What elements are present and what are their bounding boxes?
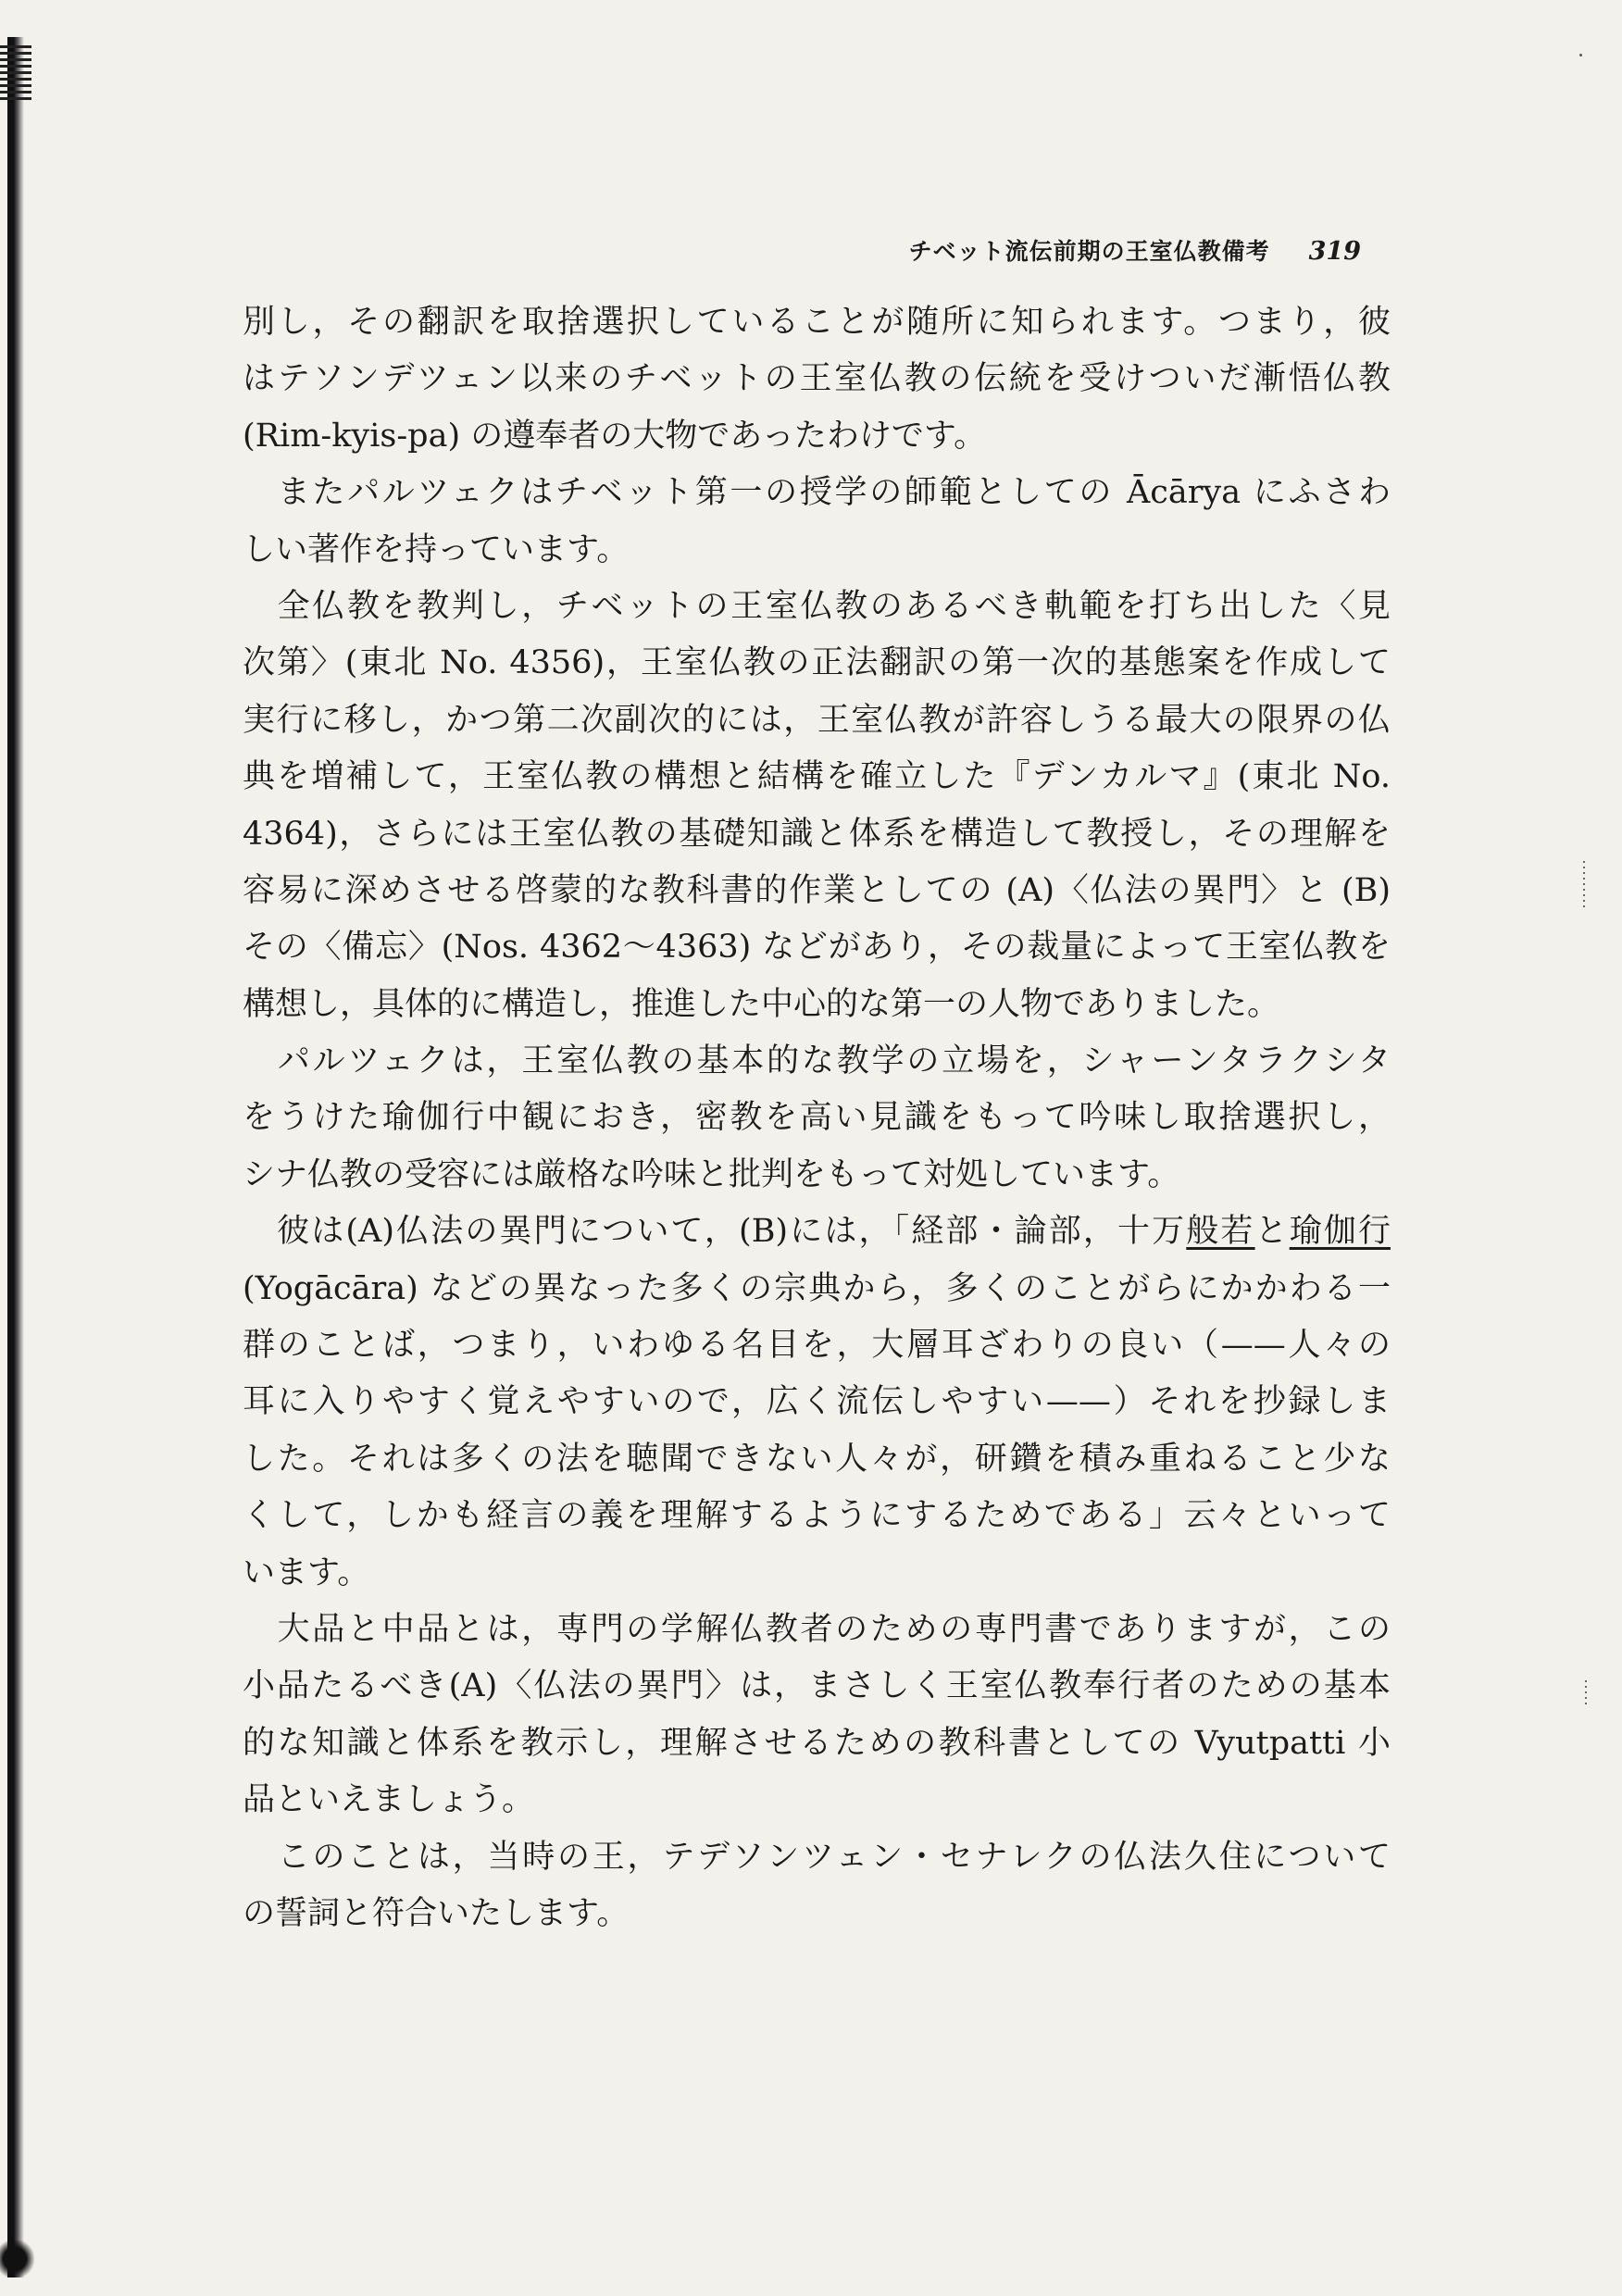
scan-dots xyxy=(1583,861,1585,907)
text-line xyxy=(243,1261,1391,1317)
line-text: くして，しかも経言の義を理解するようにするためである」云々といって xyxy=(243,1497,1391,1535)
line-text: と xyxy=(1254,1213,1290,1251)
line-text: パルツェクは，王室仏教の基本的な教学の立場を，シャーンタラクシタ xyxy=(243,1042,1391,1080)
binding-mark xyxy=(0,44,31,100)
underlined-term: 般若 xyxy=(1186,1213,1255,1251)
line-text: このことは，当時の王，テデソンツェン・セナレクの仏法久住について xyxy=(243,1838,1391,1876)
line-text: います。 xyxy=(243,1554,370,1591)
line-text: 耳に入りやすく覚えやすいので，広く流伝しやすい——）それを抄録しま xyxy=(243,1383,1391,1421)
line-text: しい著作を持っています。 xyxy=(243,530,630,568)
text-line xyxy=(243,1147,1391,1204)
text-line xyxy=(243,1545,1391,1602)
body-text xyxy=(243,294,1391,1942)
line-text: (Yogācāra) などの異なった多くの宗典から，多くのことがらにかかわる一 xyxy=(243,1269,1391,1307)
underlined-term: 瑜伽行 xyxy=(1289,1213,1391,1251)
text-line xyxy=(243,693,1391,749)
line-text: 別し，その翻訳を取捨選択していることが随所に知られます。つまり，彼 xyxy=(243,304,1391,341)
text-line xyxy=(243,749,1391,805)
text-line xyxy=(243,1090,1391,1146)
line-text: またパルツェクはチベット第一の授学の師範としての Ācārya にふさわ xyxy=(243,474,1391,512)
line-text: の誓詞と符合いたします。 xyxy=(243,1894,630,1932)
text-line xyxy=(243,1204,1391,1260)
text-line xyxy=(243,1431,1391,1488)
line-text: 4364)，さらには王室仏教の基礎知識と体系を構造して教授し，その理解を xyxy=(243,815,1391,853)
text-line xyxy=(243,522,1391,579)
text-line xyxy=(243,465,1391,521)
line-text: はテソンデツェン以来のチベットの王室仏教の伝統を受けついだ漸悟仏教 xyxy=(243,360,1391,398)
line-text: シナ仏教の受容には厳格な吟味と批判をもって対処しています。 xyxy=(243,1155,1180,1193)
text-line xyxy=(243,1772,1391,1828)
text-line xyxy=(243,806,1391,863)
line-text: (Rim-kyis-pa) の遵奉者の大物であったわけです。 xyxy=(243,417,987,455)
speck xyxy=(1579,54,1582,56)
text-line xyxy=(243,1488,1391,1544)
line-text: 小品たるべき(A)〈仏法の異門〉は，まさしく王室仏教奉行者のための基本 xyxy=(243,1667,1391,1705)
binding-mark xyxy=(0,2240,37,2277)
line-text: 品といえましょう。 xyxy=(243,1781,535,1819)
running-header-title: チベット流伝前期の王室仏教備考 xyxy=(908,238,1270,265)
text-line xyxy=(243,919,1391,976)
line-text: 群のことば，つまり，いわゆる名目を，大層耳ざわりの良い（——人々の xyxy=(243,1327,1391,1365)
text-line xyxy=(243,351,1391,407)
line-text: 容易に深めさせる啓蒙的な教科書的作業としての (A)〈仏法の異門〉と (B) xyxy=(243,871,1391,909)
text-line xyxy=(243,635,1391,692)
text-line xyxy=(243,1317,1391,1374)
text-line xyxy=(243,579,1391,635)
text-line xyxy=(243,977,1391,1033)
text-line xyxy=(243,863,1391,919)
line-text: 次第〉(東北 No. 4356)，王室仏教の正法翻訳の第一次的基態案を作成して xyxy=(243,644,1391,682)
line-text: をうけた瑜伽行中観におき，密教を高い見識をもって吟味し取捨選択し， xyxy=(243,1099,1391,1137)
text-line xyxy=(243,1602,1391,1658)
line-text: 典を増補して，王室仏教の構想と結構を確立した『デンカルマ』(東北 No. xyxy=(243,758,1391,796)
text-line xyxy=(243,1716,1391,1772)
line-text: 構想し，具体的に構造し，推進した中心的な第一の人物でありました。 xyxy=(243,985,1280,1023)
binding-edge xyxy=(7,37,24,2277)
line-text: 彼は(A)仏法の異門について，(B)には，「経部・論部，十万 xyxy=(243,1213,1187,1251)
text-line xyxy=(243,1886,1391,1942)
line-text: 実行に移し，かつ第二次副次的には，王室仏教が許容しうる最大の限界の仏 xyxy=(243,701,1391,739)
line-text: その〈備忘〉(Nos. 4362〜4363) などがあり，その裁量によって王室仏教を xyxy=(243,929,1391,967)
page-number: 319 xyxy=(1308,237,1361,266)
text-line xyxy=(243,1829,1391,1886)
text-line xyxy=(243,1658,1391,1715)
text-line xyxy=(243,1033,1391,1090)
line-text: した。それは多くの法を聴聞できない人々が，研鑽を積み重ねること少な xyxy=(243,1440,1391,1478)
text-line xyxy=(243,408,1391,465)
text-line xyxy=(243,294,1391,351)
line-text: 的な知識と体系を教示し，理解させるための教科書としての Vyutpatti 小 xyxy=(243,1724,1391,1762)
text-line xyxy=(243,1374,1391,1430)
line-text: 大品と中品とは，専門の学解仏教者のための専門書でありますが，この xyxy=(243,1610,1391,1648)
line-text: 全仏教を教判し，チベットの王室仏教のあるべき軌範を打ち出した〈見 xyxy=(243,587,1391,625)
running-header xyxy=(824,233,1361,270)
scan-dots xyxy=(1585,1680,1587,1708)
